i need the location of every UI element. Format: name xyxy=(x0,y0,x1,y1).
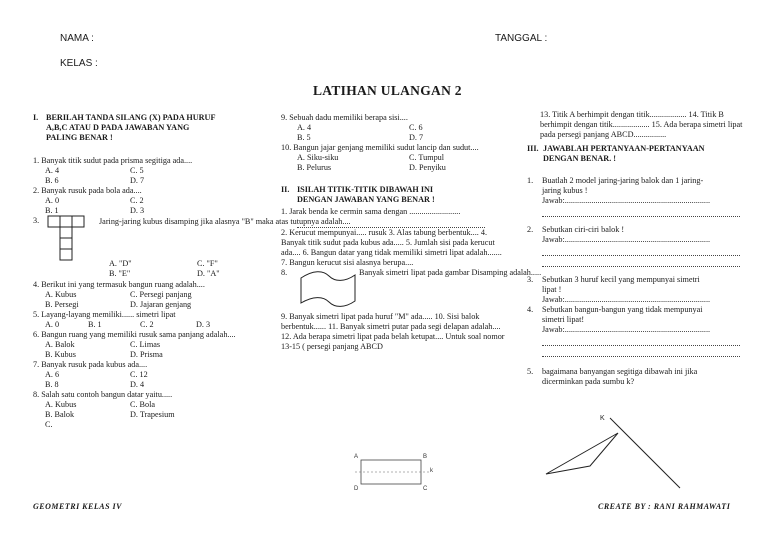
question-9 xyxy=(281,113,506,143)
option-a: A. 4 xyxy=(45,166,60,175)
option-c: C. Persegi panjang xyxy=(130,290,192,299)
list-item: 13. Titik A berhimpit dengan titik.................. xyxy=(540,110,687,119)
option-a: A. "D" xyxy=(109,259,132,268)
option-d: D. 7 xyxy=(130,176,145,185)
list-item: 1. Jarak benda ke cermin sama dengan ......................... xyxy=(281,207,461,216)
list-item: ABCD................ xyxy=(610,130,667,139)
question-text-line-1: Sebutkan bangun-bangun yang tidak mempunyai xyxy=(542,305,703,314)
option-d: D. "A" xyxy=(197,269,220,278)
option-b: B. 1 xyxy=(88,320,102,329)
question-number: 1. xyxy=(527,176,534,185)
section-2-list-continued xyxy=(281,312,506,352)
footer-author: CREATE BY : RANI RAHMAWATI xyxy=(598,502,731,511)
question-6 xyxy=(33,330,258,360)
option-a: A. 6 xyxy=(45,370,60,379)
section-1-line-1: BERILAH TANDA SILANG (X) PADA HURUF xyxy=(46,113,216,122)
list-item: 9. Banyak simetri lipat pada huruf "M" ada..... xyxy=(281,312,433,321)
question-1 xyxy=(33,156,258,186)
option-d: D. 7 xyxy=(409,133,424,142)
column-2 xyxy=(281,113,542,492)
question-text: 2. Banyak rusuk pada bola ada.... xyxy=(33,186,142,195)
question-number: 4. xyxy=(527,305,534,314)
list-item: 15. Ada berapa simetri lipat pada persegi panjang xyxy=(540,120,743,139)
answer-line xyxy=(542,256,740,267)
section-2-heading xyxy=(281,185,506,205)
option-c: C. 2 xyxy=(140,320,154,329)
option-c: C. 6 xyxy=(409,123,423,132)
option-d: D. Prisma xyxy=(130,350,163,359)
page-title: LATIHAN ULANGAN 2 xyxy=(313,83,462,98)
section-2-number: II. xyxy=(281,185,290,194)
section-1-number: I. xyxy=(33,113,39,122)
label-c: C xyxy=(423,486,428,492)
answer-line xyxy=(542,346,740,357)
label-b: B xyxy=(423,454,428,460)
list-item: 4. Banyak titik sudut pada kubus ada..... xyxy=(281,228,488,247)
option-c: C. 2 xyxy=(130,196,144,205)
option-b: B. Pelurus xyxy=(297,163,332,172)
list-item: 2. Kerucut mempunyai..... rusuk xyxy=(281,228,387,237)
question-text-line-1: bagaimana banyangan segitiga dibawah ini jika xyxy=(542,367,698,376)
section-1-line-2: A,B,C ATAU D PADA JAWABAN YANG xyxy=(46,123,190,132)
list-item: 6. Bangun datar yang tidak memiliki simetri lipat xyxy=(302,248,465,257)
label-k: k xyxy=(430,468,433,474)
triangle-shape xyxy=(546,433,618,474)
option-a: A. Kubus xyxy=(45,290,77,299)
section-3-line-2: DENGAN BENAR. ! xyxy=(543,154,617,163)
answer-prompt: Jawab:....................................................................... xyxy=(542,325,711,334)
question-text: 9. Sebuah dadu memiliki berapa sisi.... xyxy=(281,113,408,122)
option-a: A. Kubus xyxy=(45,400,77,409)
answer-prompt: Jawab:....................................................................... xyxy=(542,295,711,304)
question-text-line-1: Jaring-jaring kubus disamping jika xyxy=(99,217,213,226)
questions-13-15 xyxy=(527,110,752,140)
class-field-label: KELAS : xyxy=(60,58,98,69)
section-3-line-1: JAWABLAH PERTANYAAN-PERTANYAAN xyxy=(543,144,705,153)
question-text: 1. Banyak titik sudut pada prisma segitiga ada.... xyxy=(33,156,193,165)
option-d: D. 3 xyxy=(130,206,145,215)
section-1-line-3: PALING BENAR ! xyxy=(46,133,113,142)
question-text: 4. Berikut ini yang termasuk bangun ruang adalah.... xyxy=(33,280,205,289)
list-item: 11. Banyak simetri putar pada segi delapan adalah.... xyxy=(328,322,501,331)
option-c: C. Tumpul xyxy=(409,153,445,162)
cube-net-diagram xyxy=(47,215,97,265)
mirror-axis-k xyxy=(610,418,680,488)
question-number: 8. xyxy=(281,268,288,277)
answer-line xyxy=(542,245,740,256)
label-d: D xyxy=(354,486,359,492)
s3-question-5 xyxy=(527,367,752,387)
answer-line xyxy=(542,335,740,346)
section-2-line-1: ISILAH TITIK-TITIK DIBAWAH INI xyxy=(297,185,434,194)
answer-prompt: Jawab:....................................................................... xyxy=(542,235,711,244)
s3-question-4 xyxy=(527,305,752,357)
option-d: D. Jajaran genjang xyxy=(130,300,192,309)
option-b: B. 1 xyxy=(45,206,59,215)
triangle-reflection-figure xyxy=(540,410,700,490)
question-5 xyxy=(33,310,258,330)
section-2-line-2: DENGAN JAWABAN YANG BENAR ! xyxy=(297,195,435,204)
question-text-line-2: sudut.... xyxy=(452,143,479,152)
option-a: A. 0 xyxy=(45,196,60,205)
option-c: C. Limas xyxy=(130,340,161,349)
section-2-list xyxy=(281,207,506,268)
question-text-line-2: Disamping adalah..... xyxy=(471,268,542,277)
list-item: 14. Titik B berhimpit dengan titik.................. xyxy=(540,110,724,129)
s3-question-3 xyxy=(527,275,752,305)
question-text-line-1: 10. Bangun jajar genjang memiliki sudut lancip dan xyxy=(281,143,451,152)
option-c: C. Bola xyxy=(130,400,156,409)
list-item: adalah....... xyxy=(466,248,502,257)
rectangle-abcd-diagram xyxy=(351,450,441,494)
option-b: B. 6 xyxy=(45,176,59,185)
question-text-line-2: simetri lipat! xyxy=(542,315,585,324)
list-item: 7. Bangun kerucut sisi alasnya berupa.... xyxy=(281,258,414,267)
option-a: A. Siku-siku xyxy=(297,153,339,162)
list-item: 3. Alas tabung berbentuk.... xyxy=(388,228,479,237)
option-c: C. 12 xyxy=(130,370,148,379)
option-d: D. 4 xyxy=(130,380,145,389)
option-d: D. 3 xyxy=(196,320,211,329)
question-text: 7. Banyak rusuk pada kubus ada.... xyxy=(33,360,148,369)
question-number: 5. xyxy=(527,367,534,376)
question-7 xyxy=(33,360,258,390)
section-3-number: III. xyxy=(527,144,539,153)
answer-line xyxy=(542,206,740,217)
list-item: 12. Ada berapa simetri lipat pada belah ketupat.... xyxy=(281,332,444,341)
label-a: A xyxy=(354,454,359,460)
question-text-line-2: dicerminkan pada sumbu k? xyxy=(542,377,635,386)
question-4 xyxy=(33,280,258,310)
answer-prompt: Jawab:....................................................................... xyxy=(542,196,711,205)
question-text-line-1: Sebutkan ciri-ciri balok ! xyxy=(542,225,625,234)
question-text-line-3: adalah.... xyxy=(321,217,351,226)
question-8 xyxy=(33,390,258,430)
option-d: D. Trapesium xyxy=(130,410,175,419)
option-extra: C. xyxy=(45,420,53,429)
wavy-flag-figure xyxy=(299,270,359,310)
option-b: B. "E" xyxy=(109,269,131,278)
question-s2-8 xyxy=(281,268,542,312)
question-text: 8. Salah satu contoh bangun datar yaitu..... xyxy=(33,390,173,399)
question-text-line-1: Banyak simetri lipat pada gambar xyxy=(359,268,470,277)
axis-k-label: K xyxy=(600,415,605,422)
column-3 xyxy=(527,110,752,387)
option-b: B. Balok xyxy=(45,410,75,419)
option-b: B. 5 xyxy=(297,133,311,142)
question-10 xyxy=(281,143,506,173)
option-a: A. 4 xyxy=(297,123,312,132)
section-3-heading xyxy=(527,144,752,164)
name-field-label: NAMA : xyxy=(60,33,94,44)
footer-subject: GEOMETRI KELAS IV xyxy=(33,502,122,511)
date-field-label: TANGGAL : xyxy=(495,33,548,44)
answer-line xyxy=(297,217,485,228)
s3-question-1 xyxy=(527,176,752,217)
option-c: C. 5 xyxy=(130,166,144,175)
question-number: 3. xyxy=(33,216,40,225)
s3-question-2 xyxy=(527,225,752,267)
question-text-line-2: lipat ! xyxy=(542,285,562,294)
option-d: D. Penyiku xyxy=(409,163,446,172)
option-c: C. "F" xyxy=(197,259,218,268)
option-b: B. Persegi xyxy=(45,300,79,309)
question-text-line-1: Sebutkan 3 huruf kecil yang mempunyai simetri xyxy=(542,275,700,284)
question-text-line-2: jaring kubus ! xyxy=(542,186,588,195)
option-b: B. 8 xyxy=(45,380,59,389)
question-text-line-2: adalah.... xyxy=(206,330,236,339)
question-number: 2. xyxy=(527,225,534,234)
question-number: 3. xyxy=(527,275,534,284)
section-1-heading xyxy=(33,113,258,143)
question-text-line-1: 6. Bangun ruang yang memiliki rusuk sama panjang xyxy=(33,330,204,339)
option-b: B. Kubus xyxy=(45,350,76,359)
option-a: A. 0 xyxy=(45,320,60,329)
question-text-line-2: alasnya "B" maka atas tutupnya xyxy=(214,217,319,226)
question-2 xyxy=(33,186,258,216)
question-text: 5. Layang-layang memiliki...... simetri lipat xyxy=(33,310,176,319)
list-item: 10. Sisi balok berbentuk...... xyxy=(281,312,480,331)
list-item: 5. Jumlah sisi pada kerucut ada.... xyxy=(281,238,495,257)
question-text-line-1: Buatlah 2 model jaring-jaring balok dan 1 jaring- xyxy=(542,176,704,185)
list-item: Untuk soal nomor 13-15 ( persegi panjang ABCD xyxy=(281,332,505,351)
option-a: A. Balok xyxy=(45,340,75,349)
